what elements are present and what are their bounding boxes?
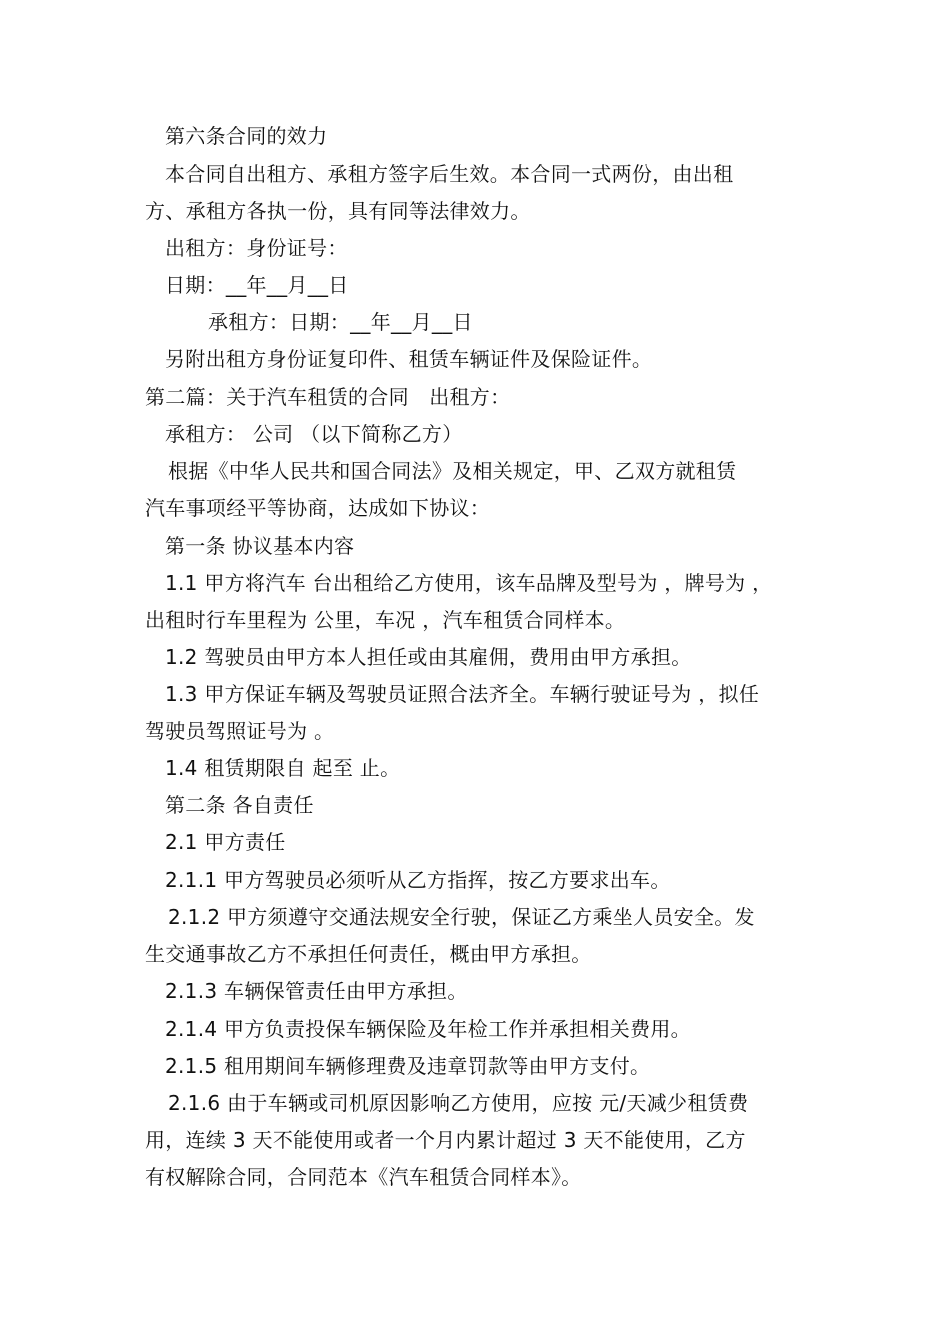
- clause-line: 1.2 驾驶员由甲方本人担任或由其雇佣，费用由甲方承担。: [165, 645, 692, 669]
- clause-line: 有权解除合同，合同范本《汽车租赁合同样本》。: [145, 1165, 582, 1189]
- section-heading: 第二篇：关于汽车租赁的合同 出租方：: [145, 385, 511, 409]
- clause-line: 生交通事故乙方不承担任何责任，概由甲方承担。: [145, 942, 592, 966]
- signature-line: 出租方：身份证号：: [165, 236, 348, 260]
- article-heading: 第一条 协议基本内容: [165, 534, 355, 558]
- clause-line: 用，连续 3 天不能使用或者一个月内累计超过 3 天不能使用，乙方: [145, 1128, 746, 1152]
- paragraph-line: 承租方： 公司 （以下简称乙方）: [165, 422, 463, 446]
- signature-line: 承租方：日期：__年__月__日: [208, 310, 473, 334]
- clause-heading: 2.1 甲方责任: [165, 830, 286, 854]
- clause-line: 2.1.3 车辆保管责任由甲方承担。: [165, 979, 468, 1003]
- clause-line: 2.1.5 租用期间车辆修理费及违章罚款等由甲方支付。: [165, 1054, 651, 1078]
- paragraph-line: 本合同自出租方、承租方签字后生效。本合同一式两份，由出租: [165, 162, 734, 186]
- clause-line: 2.1.6 由于车辆或司机原因影响乙方使用，应按 元/天减少租赁费: [168, 1091, 749, 1115]
- date-line: 日期：__年__月__日: [165, 273, 349, 297]
- paragraph-line: 根据《中华人民共和国合同法》及相关规定，甲、乙双方就租赁: [168, 459, 737, 483]
- paragraph-line: 另附出租方身份证复印件、租赁车辆证件及保险证件。: [165, 347, 653, 371]
- clause-line: 2.1.2 甲方须遵守交通法规安全行驶，保证乙方乘坐人员安全。发: [168, 905, 755, 929]
- clause-line: 驾驶员驾照证号为 。: [145, 719, 335, 743]
- clause-line: 出租时行车里程为 公里，车况 ，汽车租赁合同样本。: [145, 608, 626, 632]
- clause-line: 1.1 甲方将汽车 台出租给乙方使用，该车品牌及型号为 ，牌号为 ，: [165, 571, 773, 595]
- clause-line: 1.3 甲方保证车辆及驾驶员证照合法齐全。车辆行驶证号为 ，拟任: [165, 682, 760, 706]
- clause-line: 2.1.1 甲方驾驶员必须听从乙方指挥，按乙方要求出车。: [165, 868, 671, 892]
- article-heading: 第六条合同的效力: [165, 124, 328, 148]
- paragraph-line: 方、承租方各执一份，具有同等法律效力。: [145, 199, 531, 223]
- clause-line: 1.4 租赁期限自 起至 止。: [165, 756, 401, 780]
- paragraph-line: 汽车事项经平等协商，达成如下协议：: [145, 496, 491, 520]
- clause-line: 2.1.4 甲方负责投保车辆保险及年检工作并承担相关费用。: [165, 1017, 691, 1041]
- article-heading: 第二条 各自责任: [165, 793, 314, 817]
